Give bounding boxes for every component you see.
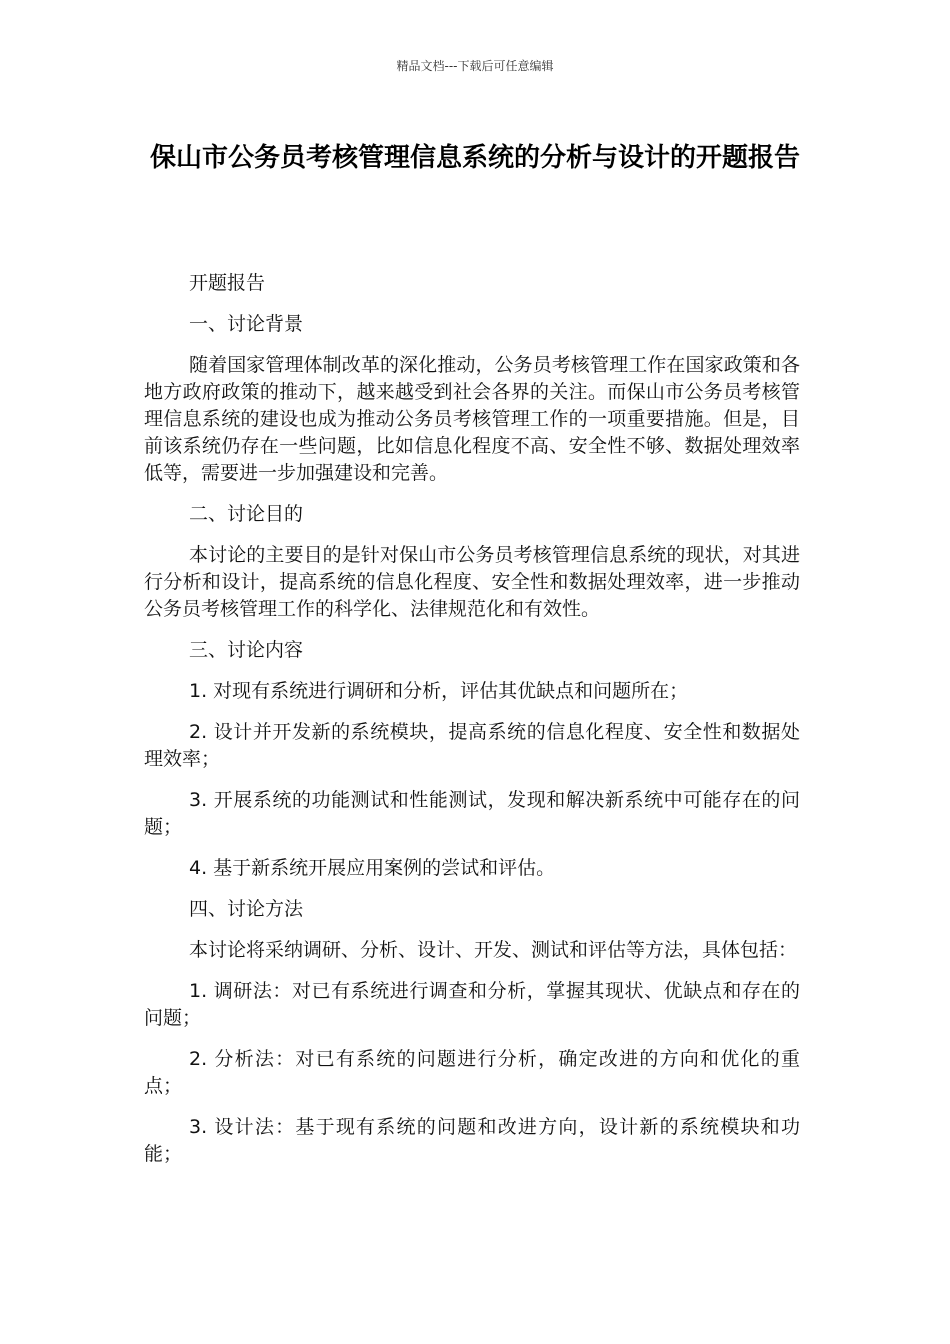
document-body <box>144 270 800 1182</box>
method-item-1: 1. 调研法：对已有系统进行调查和分析，掌握其现状、优缺点和存在的问题； <box>144 980 800 1029</box>
content-item-4: 4. 基于新系统开展应用案例的尝试和评估。 <box>189 857 556 879</box>
document-title: 保山市公务员考核管理信息系统的分析与设计的开题报告 <box>149 143 800 173</box>
content-item-3: 3. 开展系统的功能测试和性能测试，发现和解决新系统中可能存在的问题； <box>144 789 800 838</box>
section-label-report: 开题报告 <box>189 272 266 294</box>
paragraph-method-intro: 本讨论将采纳调研、分析、设计、开发、测试和评估等方法，具体包括： <box>189 939 798 961</box>
page-header: 精品文档---下载后可任意编辑 <box>396 59 554 73</box>
method-item-2: 2. 分析法：对已有系统的问题进行分析，确定改进的方向和优化的重点； <box>144 1048 800 1097</box>
content-item-1: 1. 对现有系统进行调研和分析，评估其优缺点和问题所在； <box>189 680 689 702</box>
section-heading-method: 四、讨论方法 <box>189 898 304 920</box>
section-heading-content: 三、讨论内容 <box>189 639 304 661</box>
paragraph-purpose: 本讨论的主要目的是针对保山市公务员考核管理信息系统的现状，对其进行分析和设计，提高系统的信息化程度、安全性和数据处理效率，进一步推动公务员考核管理工作的科学化、法律规范化和有效性。 <box>144 544 800 620</box>
section-heading-background: 一、讨论背景 <box>189 313 304 335</box>
method-item-3: 3. 设计法：基于现有系统的问题和改进方向，设计新的系统模块和功能； <box>144 1116 800 1165</box>
paragraph-background: 随着国家管理体制改革的深化推动，公务员考核管理工作在国家政策和各地方政府政策的推动下，越来越受到社会各界的关注。而保山市公务员考核管理信息系统的建设也成为推动公务员考核管理工作的一项重要措施。但是，目前该系统仍存在一些问题，比如信息化程度不高、安全性不够、数据处理效率低等，需要进一步加强建设和完善。 <box>144 354 800 484</box>
content-item-2: 2. 设计并开发新的系统模块，提高系统的信息化程度、安全性和数据处理效率； <box>144 721 800 770</box>
section-heading-purpose: 二、讨论目的 <box>189 503 304 525</box>
